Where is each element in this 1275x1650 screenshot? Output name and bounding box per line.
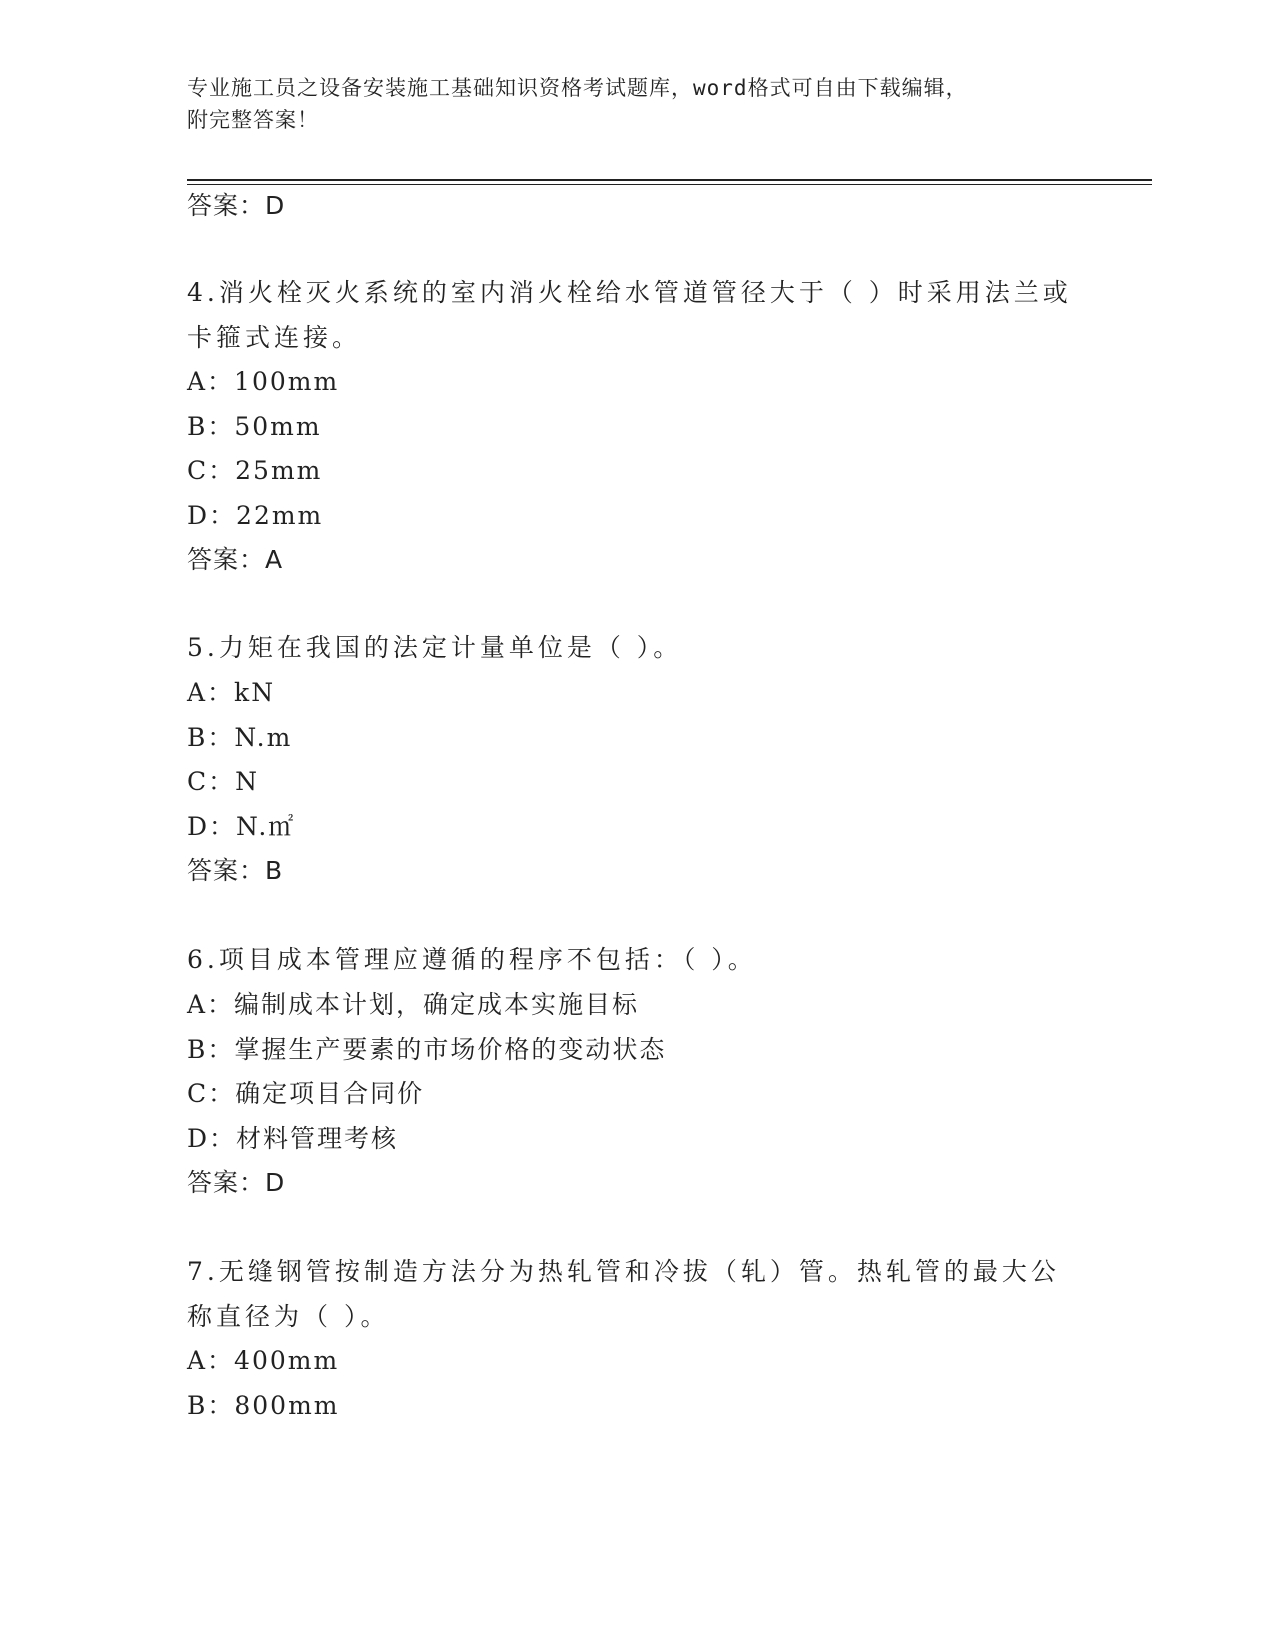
question-6-option-c: C：确定项目合同价 [187, 1079, 425, 1108]
header-divider-thick [187, 179, 1152, 181]
answer-previous: 答案：D [187, 191, 286, 220]
header-line-2: 附完整答案！ [187, 108, 319, 132]
header-line-1: 专业施工员之设备安装施工基础知识资格考试题库，word格式可自由下载编辑， [187, 76, 968, 100]
question-7-option-a: A：400mm [187, 1346, 340, 1375]
question-5-option-d: D：N.㎡ [187, 812, 296, 841]
question-4-option-d: D：22mm [187, 501, 324, 530]
question-6-option-b: B：掌握生产要素的市场价格的变动状态 [187, 1035, 667, 1064]
question-7-text: 7.无缝钢管按制造方法分为热轧管和冷拔（轧）管。热轧管的最大公 [187, 1257, 1060, 1286]
question-4-text-cont: 卡箍式连接。 [187, 323, 362, 352]
question-7-text-cont: 称直径为（ ）。 [187, 1302, 390, 1331]
header-divider-thin [187, 184, 1152, 185]
question-4-option-a: A：100mm [187, 367, 340, 396]
question-6-option-d: D：材料管理考核 [187, 1124, 399, 1153]
question-4-option-c: C：25mm [187, 456, 323, 485]
document-header [187, 72, 1067, 136]
question-6-answer: 答案：D [187, 1168, 286, 1197]
question-6-text: 6.项目成本管理应遵循的程序不包括：（ ）。 [187, 945, 757, 974]
question-4-answer: 答案：A [187, 545, 284, 574]
question-5-option-a: A：kN [187, 678, 276, 707]
question-5-option-b: B：N.m [187, 723, 293, 752]
question-5-answer: 答案：B [187, 856, 284, 885]
question-7-option-b: B：800mm [187, 1391, 340, 1420]
question-4-option-b: B：50mm [187, 412, 322, 441]
question-5-text: 5.力矩在我国的法定计量单位是（ ）。 [187, 633, 683, 662]
question-5-option-c: C：N [187, 767, 260, 796]
question-4-text: 4.消火栓灭火系统的室内消火栓给水管道管径大于（ ）时采用法兰或 [187, 278, 1072, 307]
question-6-option-a: A：编制成本计划，确定成本实施目标 [187, 990, 640, 1019]
